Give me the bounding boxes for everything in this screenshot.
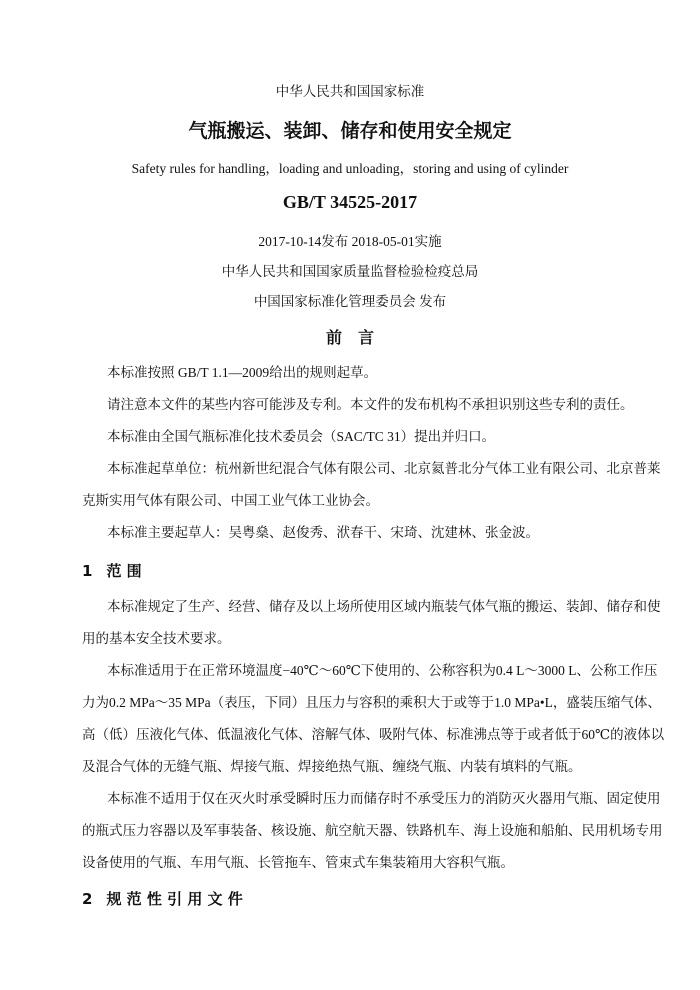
section-line: 的瓶式压力容器以及军事装备、核设施、航空航天器、铁路机车、海上设施和船舶、民用机场专用 [82, 823, 663, 838]
section-line: 本标准规定了生产、经营、储存及以上场所使用区域内瓶装气体气瓶的搬运、装卸、储存和使 [107, 599, 661, 614]
english-title: Safety rules for handling，loading and unloading，storing and using of cylinder [131, 161, 569, 176]
foreword-line: 克斯实用气体有限公司、中国工业气体工业协会。 [82, 493, 379, 508]
issuer-2: 中国国家标准化管理委员会 发布 [253, 294, 447, 309]
section-number: 1 [82, 562, 93, 580]
standard-type: 中华人民共和国国家标准 [275, 84, 425, 99]
section-line: 力为0.2 MPa～35 MPa（表压，下同）且压力与容积的乘积大于或等于1.0 MPa•L，盛装压缩气体、 [82, 695, 661, 710]
section-line: 本标准不适用于仅在灭火时承受瞬时压力而储存时不承受压力的消防灭火器用气瓶、固定使用 [107, 791, 661, 806]
section-line: 本标准适用于在正常环境温度−40℃～60℃下使用的、公称容积为0.4 L～3000 L、公称工作压 [107, 663, 658, 678]
dates: 2017-10-14发布 2018-05-01实施 [258, 234, 442, 249]
section-title: 规 范 性 引 用 文 件 [106, 890, 243, 908]
foreword-line: 本标准由全国气瓶标准化技术委员会（SAC/TC 31）提出并归口。 [107, 429, 496, 444]
section-number: 2 [82, 890, 93, 908]
section-line: 及混合气体的无缝气瓶、焊接气瓶、焊接绝热气瓶、缠绕气瓶、内装有填料的气瓶。 [82, 759, 582, 774]
issuer-1: 中华人民共和国国家质量监督检验检疫总局 [221, 264, 479, 279]
foreword-line: 本标准按照 GB/T 1.1—2009给出的规则起草。 [107, 365, 378, 380]
foreword-line: 本标准起草单位：杭州新世纪混合气体有限公司、北京氦普北分气体工业有限公司、北京普莱 [107, 461, 661, 476]
section-2-heading [82, 888, 257, 909]
foreword-heading: 前 言 [325, 328, 374, 347]
foreword-line: 本标准主要起草人：吴粤燊、赵俊秀、洑春干、宋琦、沈建林、张金波。 [107, 525, 539, 540]
document-title: 气瓶搬运、装卸、储存和使用安全规定 [188, 120, 512, 142]
section-line: 高（低）压液化气体、低温液化气体、溶解气体、吸附气体、标准沸点等于或者低于60℃的液体以 [82, 727, 665, 742]
section-title: 范 围 [106, 562, 142, 580]
standard-code: GB/T 34525-2017 [282, 192, 418, 212]
section-line: 用的基本安全技术要求。 [82, 631, 231, 646]
section-line: 设备使用的气瓶、车用气瓶、长管拖车、管束式车集装箱用大容积气瓶。 [82, 855, 514, 870]
section-1-heading [82, 560, 156, 581]
foreword-line: 请注意本文件的某些内容可能涉及专利。本文件的发布机构不承担识别这些专利的责任。 [107, 397, 634, 412]
